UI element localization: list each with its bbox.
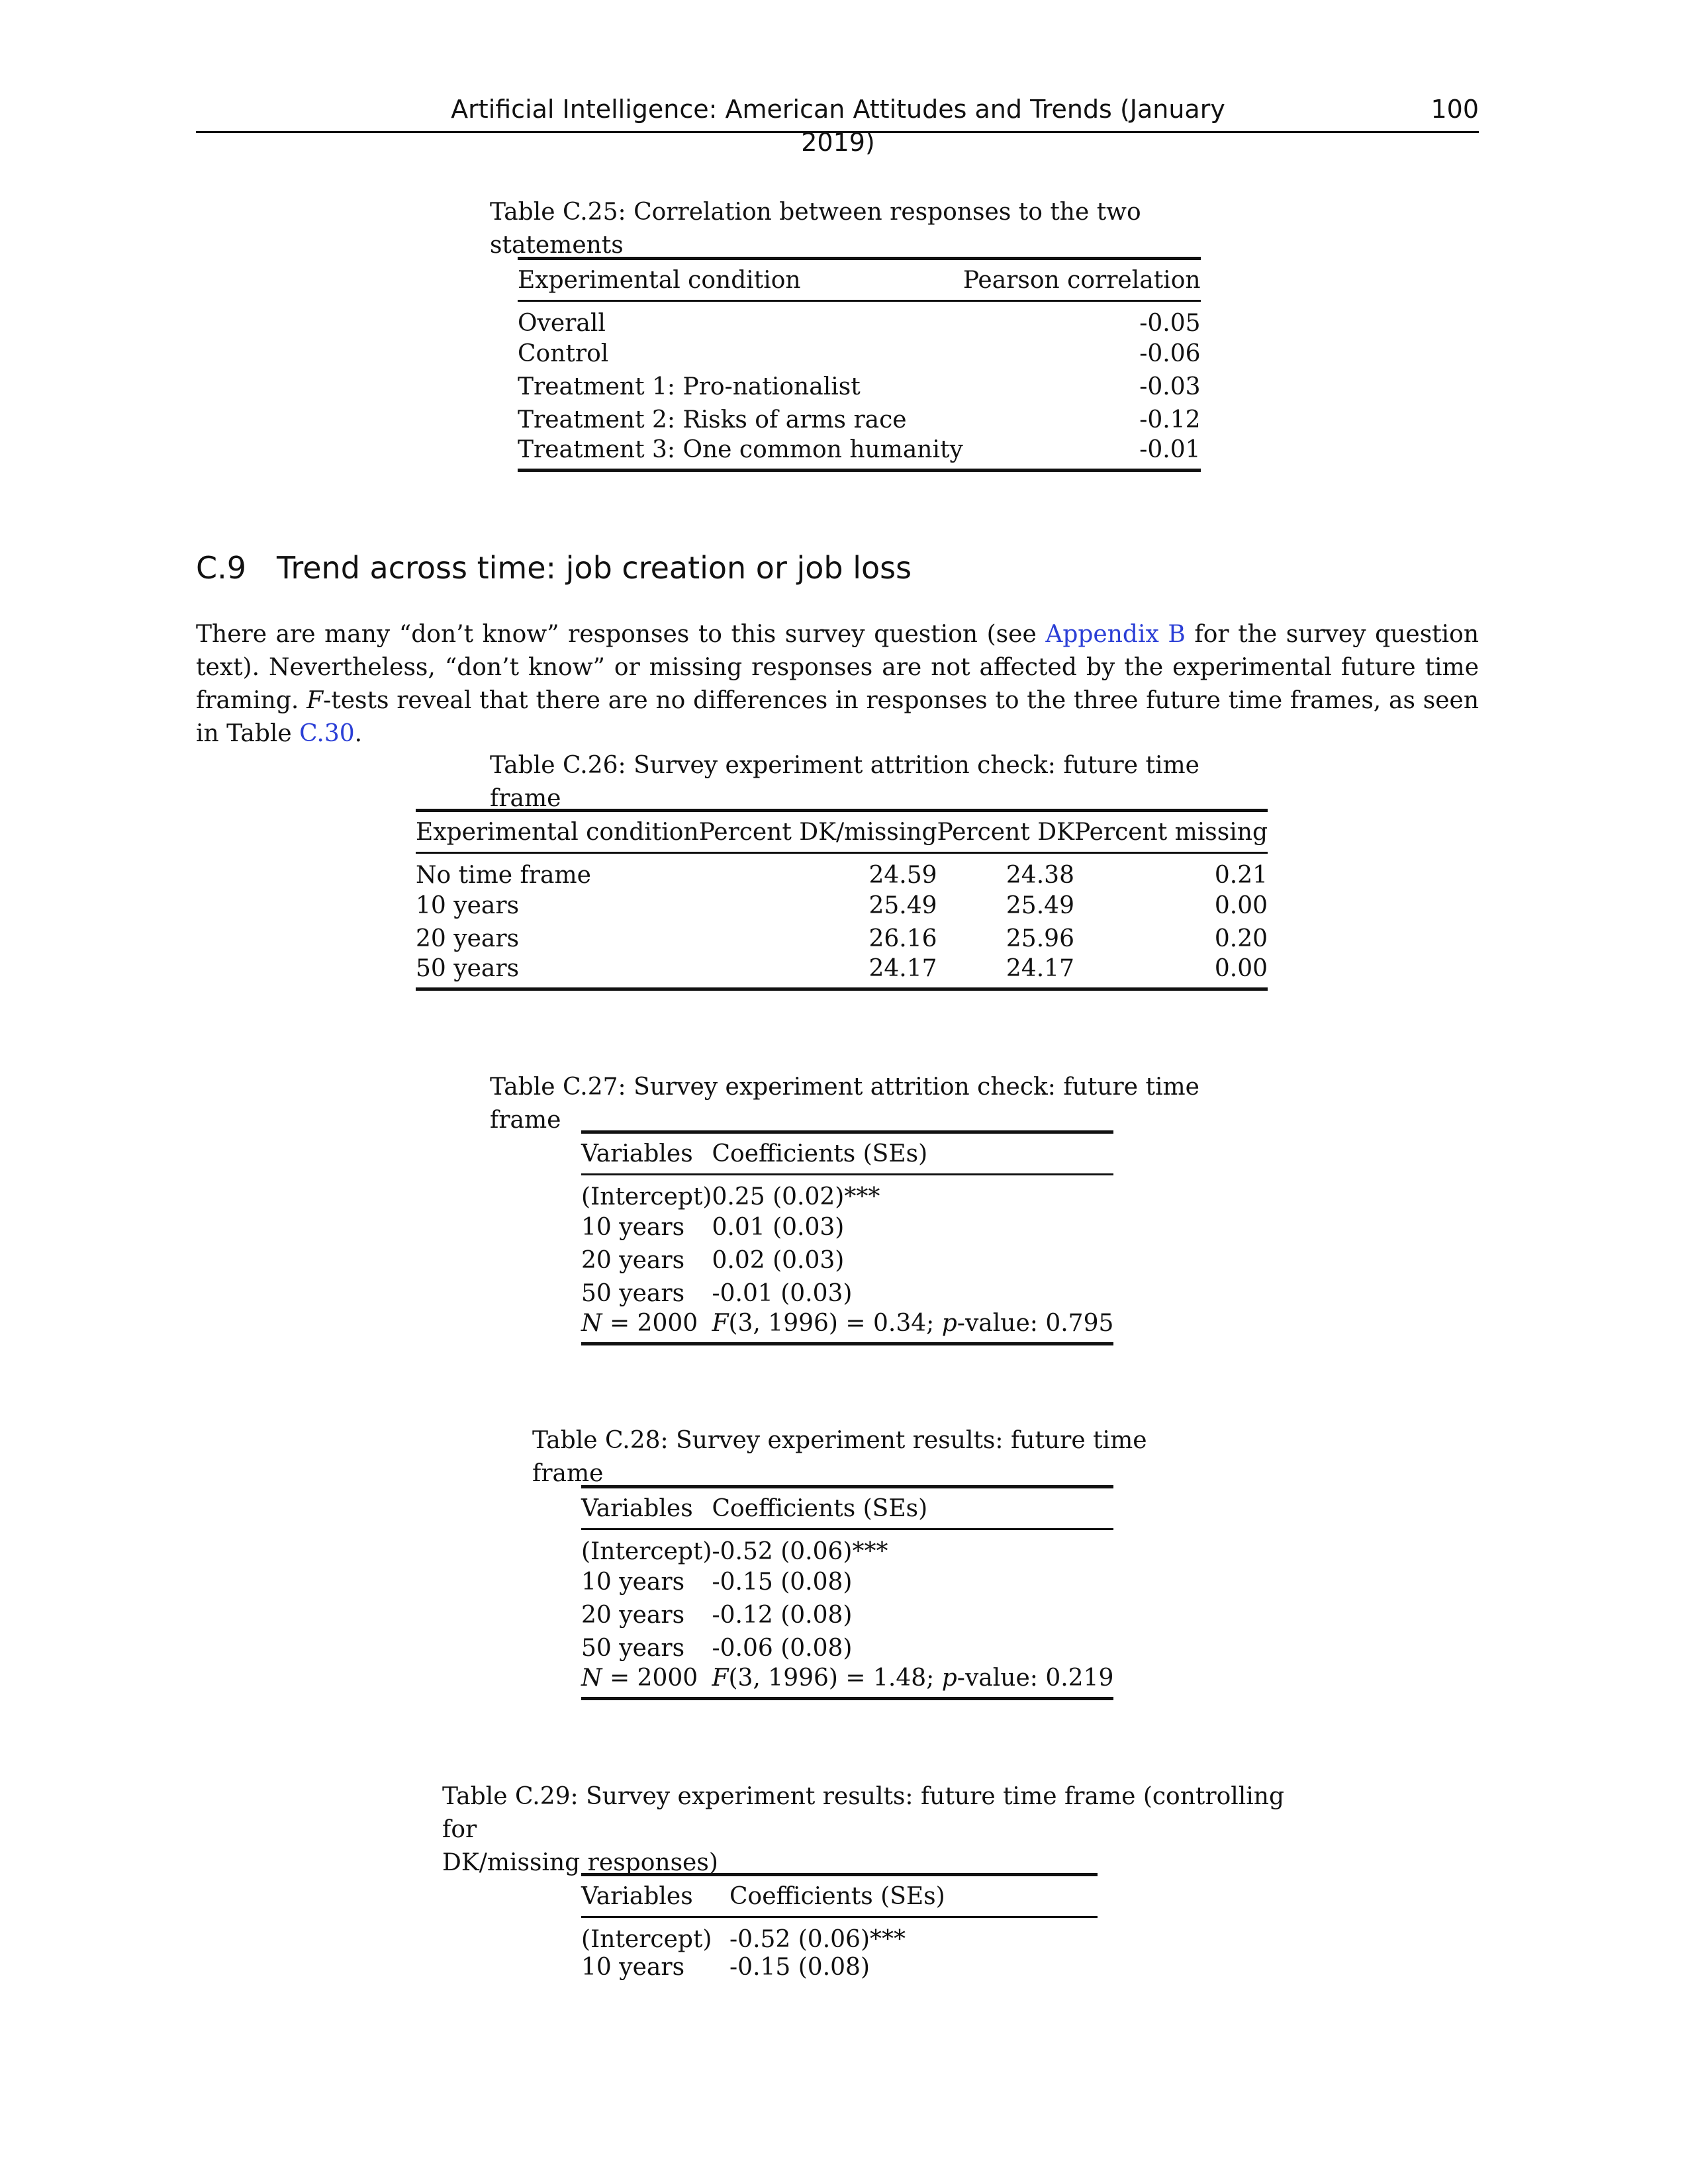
f-symbol: F	[712, 1664, 729, 1692]
table-cell: -0.15 (0.08)	[729, 1953, 870, 1981]
table-row	[416, 889, 1268, 922]
paragraph-text: for the survey question text). Nevertheless, “don’t know” or missing responses are not affected by the experimental future time framing.	[196, 621, 1479, 714]
column-header: Variables	[581, 1132, 712, 1175]
table-cell: 24.17	[699, 955, 937, 989]
table-row	[416, 853, 1268, 889]
column-header: Percent DK	[937, 811, 1074, 853]
caption-line: DK/missing responses)	[442, 1849, 718, 1876]
table-cell: 25.96	[1006, 925, 1074, 952]
table-c30-link[interactable]: C.30	[299, 720, 355, 747]
table-c28	[581, 1485, 1113, 1700]
caption-line: Table C.29: Survey experiment results: future time frame (controlling for	[442, 1783, 1285, 1843]
table-row	[581, 1175, 1113, 1211]
table-header-row	[416, 811, 1268, 853]
paragraph-text: -tests reveal that there are no differences in responses to the three future time frames, as seen in Table	[196, 687, 1479, 747]
f-test-args: (3, 1996) = 0.34;	[728, 1310, 942, 1337]
f-symbol: F	[712, 1310, 729, 1337]
body-paragraph	[196, 618, 1479, 751]
page-number: 100	[1430, 95, 1479, 124]
table-cell: 20 years	[581, 1601, 685, 1629]
table-row	[518, 337, 1201, 370]
table-cell: 24.17	[937, 955, 1074, 989]
table-cell: Treatment 1: Pro-nationalist	[518, 373, 861, 400]
table-cell: 10 years	[416, 891, 520, 919]
column-header: Percent DK/missing	[699, 811, 937, 853]
table-cell: -0.01 (0.03)	[712, 1279, 853, 1307]
table-row	[416, 922, 1268, 955]
section-number: C.9	[196, 550, 247, 586]
f-test-cell	[712, 1664, 1113, 1699]
table-header-row	[581, 1132, 1113, 1175]
p-symbol: p	[941, 1664, 957, 1692]
table-cell: 10 years	[581, 1213, 685, 1241]
table-row	[581, 1631, 1113, 1664]
paragraph-text: There are many “don’t know” responses to this survey question (see	[196, 621, 1046, 648]
table-cell: 0.01 (0.03)	[712, 1213, 845, 1241]
n-symbol: N	[581, 1310, 602, 1337]
running-header-title: Artificial Intelligence: American Attitudes and Trends (January 2019)	[451, 95, 1225, 157]
table-cell: -0.12 (0.08)	[712, 1601, 853, 1629]
table-c26-caption: Table C.26: Survey experiment attrition check: future time frame	[490, 752, 1199, 812]
table-cell: 0.00	[1074, 955, 1268, 989]
running-header	[196, 93, 1479, 157]
table-row	[581, 1210, 1113, 1244]
table-cell: -0.52 (0.06)***	[712, 1538, 888, 1565]
f-symbol: F	[306, 687, 324, 714]
table-cell: -0.15 (0.08)	[712, 1568, 853, 1596]
table-cell: (Intercept)	[581, 1926, 712, 1953]
column-header: Variables	[581, 1487, 712, 1529]
table-cell: -0.06	[1139, 340, 1201, 367]
table-cell: 50 years	[581, 1634, 685, 1662]
sample-size-cell	[581, 1310, 712, 1344]
table-cell: 10 years	[581, 1953, 685, 1981]
column-header: Coefficients (SEs)	[729, 1875, 1098, 1917]
f-test-args: (3, 1996) = 1.48;	[728, 1664, 942, 1692]
p-symbol: p	[941, 1310, 957, 1337]
table-row	[581, 1565, 1113, 1598]
column-header: Pearson correlation	[963, 259, 1201, 301]
table-cell: 24.38	[1006, 862, 1074, 889]
sample-size-cell	[581, 1664, 712, 1699]
table-cell: 50 years	[581, 1279, 685, 1307]
table-row	[518, 301, 1201, 338]
table-cell: 24.59	[868, 862, 937, 889]
column-header: Coefficients (SEs)	[712, 1487, 1113, 1529]
table-cell: 20 years	[581, 1246, 685, 1274]
table-row	[581, 1917, 1098, 1954]
table-cell: Treatment 2: Risks of arms race	[518, 406, 907, 433]
table-c26	[416, 809, 1268, 991]
table-cell: No time frame	[416, 862, 591, 889]
table-row	[518, 403, 1201, 436]
table-cell: 20 years	[416, 925, 520, 952]
table-header-row	[581, 1487, 1113, 1529]
column-header: Percent missing	[1074, 811, 1268, 853]
table-row	[518, 436, 1201, 471]
section-title: Trend across time: job creation or job loss	[277, 550, 912, 586]
table-cell: 25.49	[1006, 891, 1074, 919]
table-cell: Treatment 3: One common humanity	[518, 436, 963, 471]
n-value: = 2000	[602, 1310, 698, 1337]
table-c25	[518, 257, 1201, 472]
column-header: Coefficients (SEs)	[712, 1132, 1113, 1175]
table-summary-row	[581, 1310, 1113, 1344]
column-header: Experimental condition	[518, 259, 963, 301]
table-header-row	[518, 259, 1201, 301]
table-cell: Overall	[518, 310, 606, 337]
table-cell: 0.25 (0.02)***	[712, 1183, 880, 1210]
table-cell: 50 years	[416, 955, 699, 989]
table-c29	[581, 1873, 1098, 1986]
table-c28-caption: Table C.28: Survey experiment results: future time frame	[532, 1427, 1147, 1487]
table-c25-caption: Table C.25: Correlation between responses to the two statements	[490, 199, 1141, 259]
paragraph-text: .	[354, 720, 363, 747]
table-row	[416, 955, 1268, 989]
table-cell: 26.16	[868, 925, 937, 952]
table-c27	[581, 1130, 1113, 1345]
table-cell: (Intercept)	[581, 1538, 712, 1565]
table-cell: -0.03	[1139, 373, 1201, 400]
p-value: -value: 0.795	[957, 1310, 1114, 1337]
n-value: = 2000	[602, 1664, 698, 1692]
table-cell: 0.02 (0.03)	[712, 1246, 845, 1274]
p-value: -value: 0.219	[957, 1664, 1114, 1692]
table-cell: -0.12	[1139, 406, 1201, 433]
column-header: Experimental condition	[416, 811, 699, 853]
table-cell: -0.05	[1139, 310, 1201, 337]
table-row	[581, 1277, 1113, 1310]
table-cell: 0.21	[1214, 862, 1268, 889]
table-row	[581, 1244, 1113, 1277]
table-row	[581, 1953, 1098, 1986]
table-c27-caption: Table C.27: Survey experiment attrition check: future time frame	[490, 1073, 1199, 1134]
table-row	[581, 1598, 1113, 1631]
section-heading	[196, 548, 912, 588]
table-cell: 25.49	[868, 891, 937, 919]
table-row	[581, 1529, 1113, 1566]
table-cell: 0.00	[1214, 891, 1268, 919]
f-test-cell	[712, 1310, 1113, 1344]
table-cell: -0.52 (0.06)***	[729, 1926, 906, 1953]
table-c29-caption	[442, 1780, 1303, 1880]
table-header-row	[581, 1875, 1098, 1917]
appendix-b-link[interactable]: Appendix B	[1045, 621, 1186, 648]
table-cell: (Intercept)	[581, 1183, 712, 1210]
column-header: Variables	[581, 1875, 729, 1917]
table-cell: -0.01	[963, 436, 1201, 471]
table-summary-row	[581, 1664, 1113, 1699]
table-cell: -0.06 (0.08)	[712, 1634, 853, 1662]
table-cell: 10 years	[581, 1568, 685, 1596]
table-cell: 0.20	[1214, 925, 1268, 952]
n-symbol: N	[581, 1664, 602, 1692]
table-row	[518, 370, 1201, 403]
table-cell: Control	[518, 340, 609, 367]
